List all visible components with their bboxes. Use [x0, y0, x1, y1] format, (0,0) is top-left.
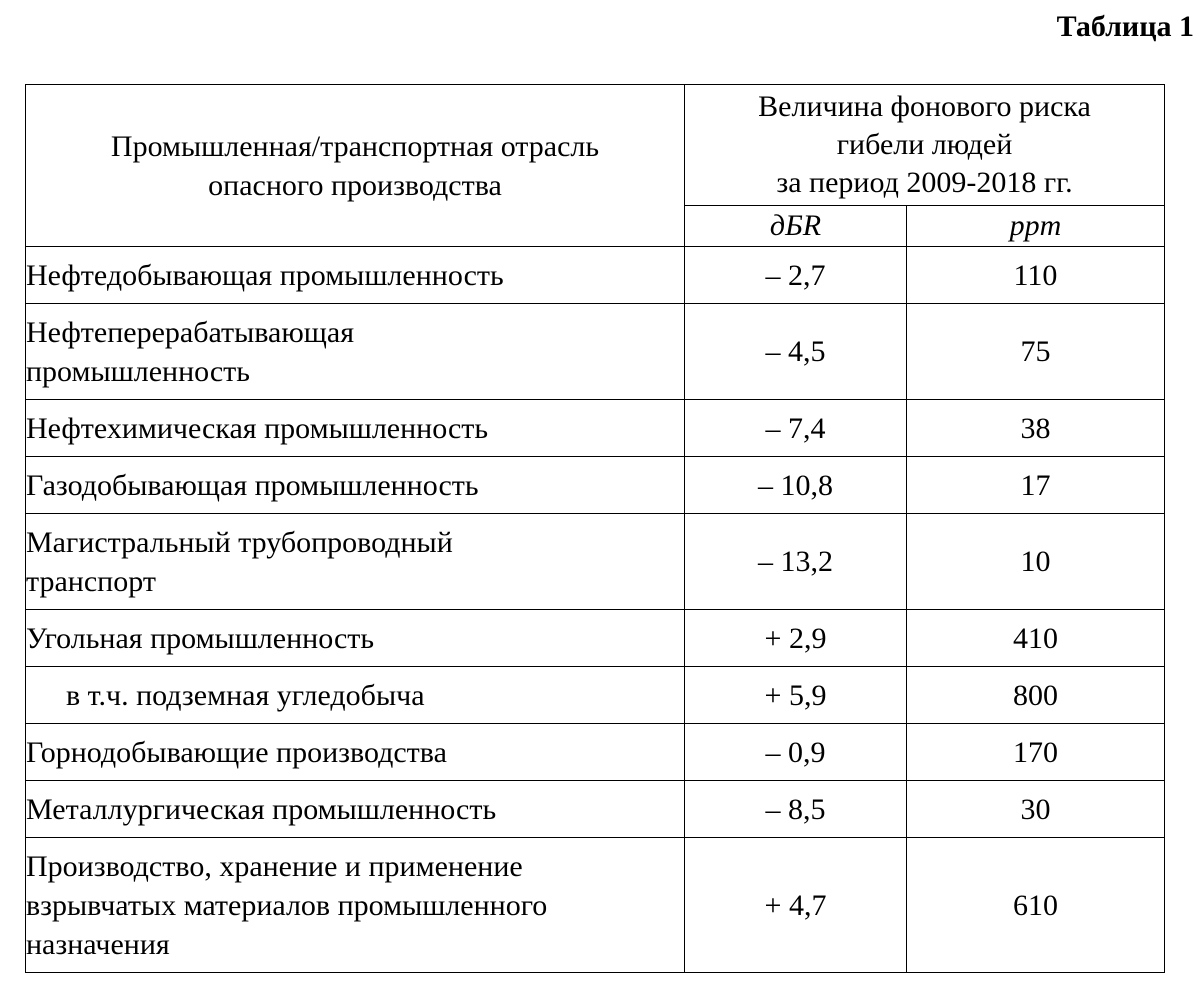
- row-ppm-value: 75: [907, 304, 1165, 400]
- row-industry-name: [26, 400, 685, 457]
- row-ppm-value: 410: [907, 610, 1165, 667]
- row-industry-line: Производство, хранение и применение: [26, 849, 523, 883]
- row-industry-line: Газодобывающая промышленность: [26, 468, 479, 502]
- header-industry-line2: опасного производства: [208, 168, 502, 202]
- row-dbr-value: + 4,7: [685, 838, 907, 973]
- table-row: [26, 400, 1165, 457]
- row-dbr-value: – 8,5: [685, 781, 907, 838]
- row-industry-name: [26, 304, 685, 400]
- row-ppm-value: 10: [907, 514, 1165, 610]
- row-dbr-value: – 7,4: [685, 400, 907, 457]
- row-industry-name: [26, 724, 685, 781]
- row-ppm-value: 610: [907, 838, 1165, 973]
- row-industry-line: транспорт: [26, 564, 156, 598]
- row-dbr-value: – 2,7: [685, 247, 907, 304]
- row-dbr-value: – 10,8: [685, 457, 907, 514]
- header-dbr: дБR: [685, 206, 907, 247]
- row-ppm-value: 110: [907, 247, 1165, 304]
- row-ppm-value: 800: [907, 667, 1165, 724]
- row-industry-line: назначения: [26, 927, 170, 961]
- row-industry-name: [26, 514, 685, 610]
- row-dbr-value: – 0,9: [685, 724, 907, 781]
- row-industry-name: [26, 838, 685, 973]
- table-row: [26, 457, 1165, 514]
- row-industry-line: Нефтехимическая промышленность: [26, 411, 489, 445]
- row-ppm-value: 38: [907, 400, 1165, 457]
- row-industry-line: Нефтедобывающая промышленность: [26, 258, 504, 292]
- row-ppm-value: 30: [907, 781, 1165, 838]
- table-row: [26, 724, 1165, 781]
- header-industry: [26, 85, 685, 247]
- row-industry-line: в т.ч. подземная угледобыча: [66, 678, 425, 712]
- header-risk-line2: гибели людей: [836, 128, 1013, 161]
- header-risk-group: [685, 85, 1165, 206]
- table-row: [26, 781, 1165, 838]
- row-industry-name: [26, 247, 685, 304]
- row-industry-name: [26, 610, 685, 667]
- header-industry-line1: Промышленная/транспортная отрасль: [110, 129, 600, 163]
- row-industry-name: [26, 781, 685, 838]
- row-ppm-value: 17: [907, 457, 1165, 514]
- row-industry-line: Нефтеперерабатывающая: [26, 315, 354, 349]
- header-risk-line3: за период 2009-2018 гг.: [776, 166, 1073, 199]
- table-row: [26, 247, 1165, 304]
- row-industry-line: Металлургическая промышленность: [26, 792, 497, 826]
- row-ppm-value: 170: [907, 724, 1165, 781]
- row-dbr-value: – 4,5: [685, 304, 907, 400]
- row-industry-line: Горнодобывающие производства: [26, 735, 447, 769]
- table-caption: Таблица 1: [1056, 10, 1194, 43]
- header-risk-line1: Величина фонового риска: [758, 90, 1091, 123]
- row-industry-line: взрывчатых материалов промышленного: [26, 888, 548, 922]
- table-row: [26, 838, 1165, 973]
- risk-table: [25, 84, 1165, 973]
- table-row: [26, 514, 1165, 610]
- row-dbr-value: + 2,9: [685, 610, 907, 667]
- row-industry-line: Магистральный трубопроводный: [26, 525, 453, 559]
- row-industry-name: [26, 667, 685, 724]
- row-industry-line: Угольная промышленность: [26, 621, 375, 655]
- row-dbr-value: – 13,2: [685, 514, 907, 610]
- row-industry-name: [26, 457, 685, 514]
- table-row: [26, 667, 1165, 724]
- row-dbr-value: + 5,9: [685, 667, 907, 724]
- table-row: [26, 304, 1165, 400]
- row-industry-line: промышленность: [26, 354, 250, 388]
- table-row: [26, 610, 1165, 667]
- header-ppm: ppm: [907, 206, 1165, 247]
